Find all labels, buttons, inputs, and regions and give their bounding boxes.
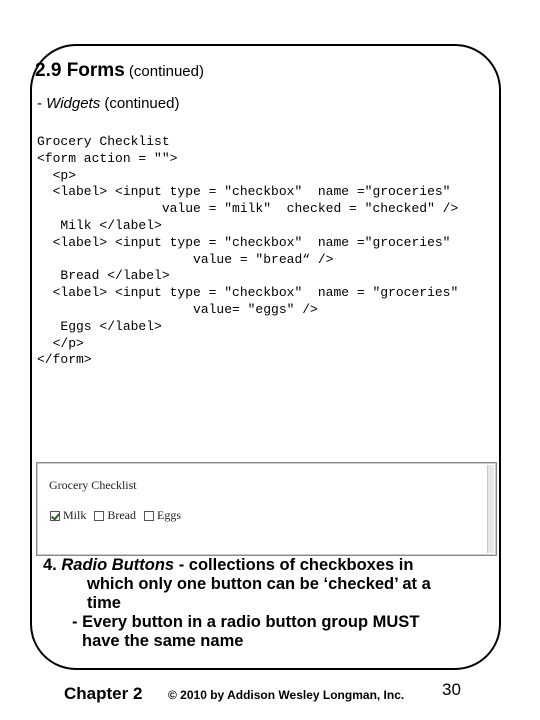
code-line: value = "milk" checked = "checked" />	[37, 201, 459, 217]
radio-note-term: Radio Buttons	[61, 556, 175, 574]
code-line: value= "eggs" />	[37, 301, 318, 317]
radio-note-line-4: - Every button in a radio button group MUST	[72, 613, 420, 631]
code-line: <p>	[37, 167, 77, 183]
code-line: Grocery Checklist	[37, 134, 170, 149]
radio-note-line-2: which only one button can be ‘checked’ at a	[87, 575, 431, 593]
scrollbar[interactable]	[487, 465, 494, 553]
radio-note-line-1	[43, 556, 413, 576]
checkbox-unchecked-icon[interactable]	[144, 511, 154, 521]
page-number: 30	[442, 680, 461, 699]
checkbox-label: Eggs	[157, 508, 181, 522]
code-line: Bread </label>	[37, 268, 170, 284]
code-line: <form action = "">	[37, 150, 178, 166]
code-block	[37, 134, 458, 369]
radio-note-line1-rest: - collections of checkboxes in	[174, 556, 414, 574]
checkbox-item-bread[interactable]	[94, 508, 136, 523]
subtitle-prefix: -	[37, 95, 47, 112]
code-line: <label> <input type = "checkbox" name = "groceries"	[37, 285, 459, 301]
radio-note-line-5: have the same name	[82, 632, 244, 650]
checkbox-item-milk[interactable]	[50, 508, 86, 523]
code-line: <label> <input type = "checkbox" name ="groceries"	[37, 184, 451, 200]
checkbox-label: Bread	[107, 508, 136, 522]
subtitle-italic: Widgets	[46, 95, 101, 112]
checkbox-unchecked-icon[interactable]	[94, 511, 104, 521]
radio-note-number: 4.	[43, 556, 62, 574]
browser-screenshot	[36, 462, 497, 556]
code-line: </p>	[37, 335, 84, 351]
checkbox-row	[50, 508, 189, 523]
subtitle-suffix: (continued)	[100, 95, 180, 112]
slide-subtitle	[37, 95, 179, 112]
code-line: value = "bread“ />	[37, 251, 334, 267]
checkbox-label: Milk	[63, 508, 87, 522]
screenshot-title: Grocery Checklist	[49, 478, 137, 492]
checkbox-item-eggs[interactable]	[144, 508, 181, 523]
slide-title	[35, 60, 204, 82]
code-line: Milk </label>	[37, 217, 162, 233]
code-line: <label> <input type = "checkbox" name ="groceries"	[37, 234, 451, 250]
radio-note-line-3: time	[87, 594, 121, 612]
footer-chapter: Chapter 2	[64, 684, 143, 703]
checkbox-checked-icon[interactable]	[50, 511, 60, 521]
slide-title-sub: (continued)	[124, 63, 204, 80]
slide-title-main: 2.9 Forms	[35, 60, 125, 81]
code-line: </form>	[37, 352, 92, 368]
footer-copyright: © 2010 by Addison Wesley Longman, Inc.	[168, 688, 405, 702]
code-line: Eggs </label>	[37, 318, 162, 334]
